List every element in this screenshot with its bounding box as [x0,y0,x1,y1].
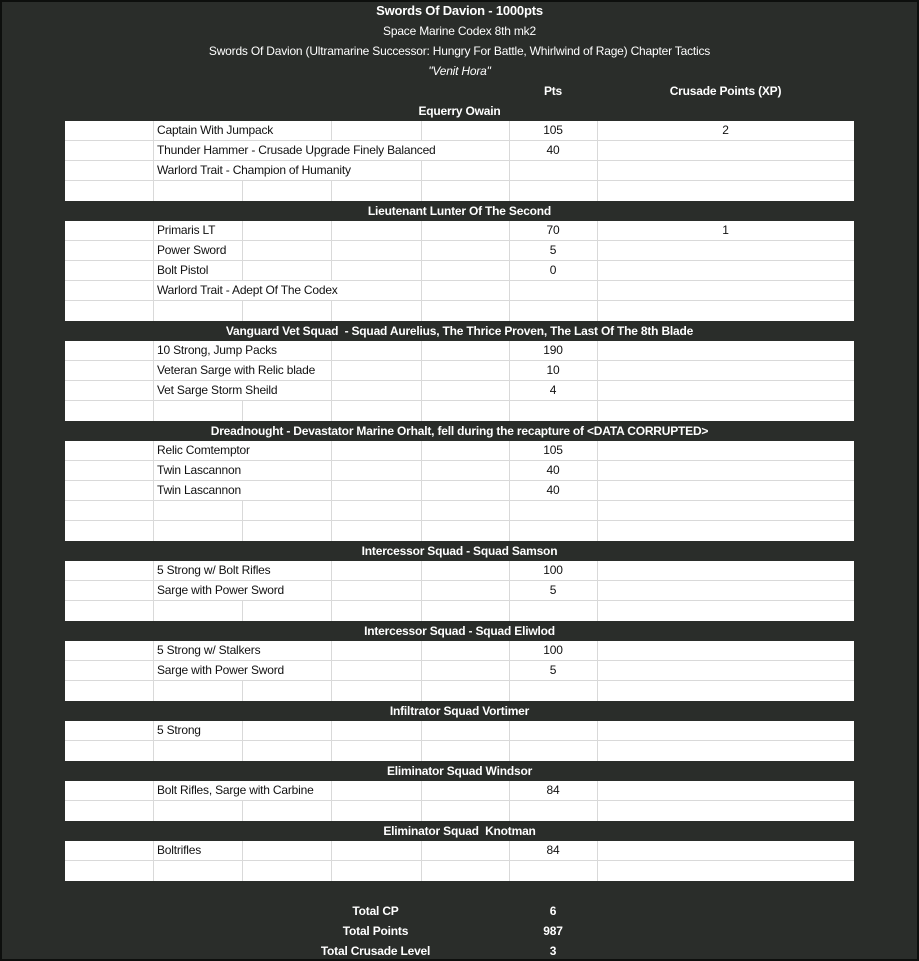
cell-gridline [509,361,510,380]
cell-gridline [153,161,154,180]
cell-gridline [242,601,243,621]
cell-gridline [242,841,243,860]
section-block [65,781,854,821]
total-points-label: Total Points [342,924,409,938]
item-label: 10 Strong, Jump Packs [157,343,277,357]
spacer-row [0,881,919,901]
cell-gridline [242,801,243,821]
sections-container [0,101,919,881]
item-label: Power Sword [157,243,227,257]
cell-gridline [421,581,422,600]
cell-gridline [331,561,332,580]
cell-gridline [421,501,422,520]
cell-gridline [421,121,422,140]
cell-gridline [153,781,154,800]
total-cp-label: Total CP [352,904,399,918]
cell-gridline [242,861,243,881]
cell-gridline [153,841,154,860]
section-block [65,641,854,701]
motto-line: "Venit Hora" [428,64,491,78]
item-pts: 5 [549,583,557,597]
army-section [0,421,919,541]
cell-gridline [597,861,598,881]
army-section [0,621,919,701]
item-label: Twin Lascannon [157,463,241,477]
cell-gridline [597,661,598,680]
cell-gridline [331,301,332,321]
item-pts: 105 [543,123,563,137]
cell-gridline [597,241,598,260]
item-label: Warlord Trait - Champion of Humanity [157,163,351,177]
section-block [65,221,854,321]
cell-gridline [421,381,422,400]
cell-gridline [242,521,243,541]
item-xp: 2 [722,123,729,137]
cell-gridline [509,641,510,660]
cell-gridline [331,261,332,280]
total-crusade-level-row [0,941,919,961]
cell-gridline [597,741,598,761]
army-section [0,761,919,821]
item-label: Primaris LT [157,223,216,237]
item-label: Bolt Pistol [157,263,209,277]
cell-gridline [597,301,598,321]
cell-gridline [421,601,422,621]
item-label: Boltrifles [157,843,202,857]
cell-gridline [597,601,598,621]
item-pts: 4 [549,383,557,397]
item-pts: 40 [546,143,560,157]
total-cp-value: 6 [549,904,557,918]
cell-gridline [509,741,510,761]
cell-gridline [242,721,243,740]
cell-gridline [421,721,422,740]
cell-gridline [331,241,332,260]
cell-gridline [153,481,154,500]
cell-gridline [597,341,598,360]
cell-gridline [597,361,598,380]
cell-gridline [331,501,332,520]
section-header: Intercessor Squad - Squad Samson [361,544,558,558]
cell-gridline [331,181,332,201]
cell-gridline [331,681,332,701]
table-row[interactable] [65,741,854,761]
cell-gridline [242,501,243,520]
table-row[interactable] [65,261,854,281]
cell-gridline [509,581,510,600]
cell-gridline [153,581,154,600]
cell-gridline [509,161,510,180]
table-row[interactable] [65,681,854,701]
cell-gridline [421,781,422,800]
table-row[interactable] [65,641,854,661]
cell-gridline [153,261,154,280]
chapter-tactics-line: Swords Of Davion (Ultramarine Successor: Hungry For Battle, Whirlwind of Rage) Chapter Tactics [208,44,711,58]
cell-gridline [331,641,332,660]
cell-gridline [597,401,598,421]
cell-gridline [153,661,154,680]
total-cp-row [0,901,919,921]
section-header: Eliminator Squad Knotman [383,824,536,838]
table-row[interactable] [65,801,854,821]
item-label: Veteran Sarge with Relic blade [157,363,316,377]
table-row[interactable] [65,841,854,861]
item-label: 5 Strong [157,723,201,737]
cell-gridline [421,241,422,260]
cell-gridline [597,161,598,180]
army-section [0,321,919,421]
cell-gridline [242,741,243,761]
cell-gridline [242,221,243,240]
cell-gridline [331,361,332,380]
army-section [0,541,919,621]
cell-gridline [153,681,154,701]
cell-gridline [421,841,422,860]
cell-gridline [421,661,422,680]
cell-gridline [597,281,598,300]
cell-gridline [597,121,598,140]
cell-gridline [331,721,332,740]
cell-gridline [509,521,510,541]
cell-gridline [153,301,154,321]
cell-gridline [597,641,598,660]
cell-gridline [153,521,154,541]
item-pts: 190 [543,343,563,357]
cell-gridline [509,221,510,240]
cell-gridline [242,401,243,421]
army-section [0,201,919,321]
table-row[interactable] [65,341,854,361]
item-pts: 40 [546,483,560,497]
cell-gridline [597,561,598,580]
item-label: Sarge with Power Sword [157,583,284,597]
item-pts: 84 [546,783,560,797]
cell-gridline [597,221,598,240]
cell-gridline [242,241,243,260]
item-pts: 0 [549,263,557,277]
section-header: Lieutenant Lunter Of The Second [367,204,552,218]
table-row[interactable] [65,281,854,301]
section-header: Infiltrator Squad Vortimer [389,704,530,718]
cell-gridline [153,741,154,761]
table-row[interactable] [65,401,854,421]
cell-gridline [509,141,510,160]
item-label: 5 Strong w/ Stalkers [157,643,261,657]
table-row[interactable] [65,721,854,741]
cell-gridline [509,501,510,520]
cell-gridline [509,721,510,740]
table-row[interactable] [65,501,854,521]
cell-gridline [509,121,510,140]
cell-gridline [421,741,422,761]
cell-gridline [331,661,332,680]
cell-gridline [421,561,422,580]
cell-gridline [153,381,154,400]
cell-gridline [153,121,154,140]
cell-gridline [153,281,154,300]
cell-gridline [597,461,598,480]
cell-gridline [331,521,332,541]
cell-gridline [153,561,154,580]
pts-column-header: Pts [543,84,563,98]
cell-gridline [331,781,332,800]
item-pts: 100 [543,643,563,657]
cell-gridline [331,841,332,860]
cell-gridline [597,781,598,800]
column-header-row [0,81,919,101]
cell-gridline [509,281,510,300]
table-row[interactable] [65,561,854,581]
cell-gridline [331,861,332,881]
cell-gridline [331,601,332,621]
section-block [65,441,854,541]
item-label: Thunder Hammer - Crusade Upgrade Finely Balanced [157,143,436,157]
table-row[interactable] [65,381,854,401]
item-label: Captain With Jumpack [157,123,274,137]
section-header: Dreadnought - Devastator Marine Orhalt, fell during the recapture of <DATA CORRUPTED> [210,424,709,438]
cell-gridline [331,741,332,761]
table-row[interactable] [65,601,854,621]
cell-gridline [509,401,510,421]
cell-gridline [597,181,598,201]
cell-gridline [153,801,154,821]
item-label: 5 Strong w/ Bolt Rifles [157,563,271,577]
cell-gridline [153,501,154,520]
cell-gridline [509,261,510,280]
cell-gridline [509,661,510,680]
item-label: Sarge with Power Sword [157,663,284,677]
cell-gridline [597,381,598,400]
section-block [65,561,854,621]
table-row[interactable] [65,661,854,681]
cell-gridline [421,441,422,460]
item-label: Twin Lascannon [157,483,241,497]
cell-gridline [421,181,422,201]
cell-gridline [509,601,510,621]
cell-gridline [597,141,598,160]
cell-gridline [597,721,598,740]
page-title: Swords Of Davion - 1000pts [376,3,543,18]
cell-gridline [597,501,598,520]
item-pts: 100 [543,563,563,577]
cell-gridline [509,241,510,260]
total-points-row [0,921,919,941]
codex-line: Space Marine Codex 8th mk2 [383,24,536,38]
cell-gridline [509,861,510,881]
cell-gridline [331,481,332,500]
cell-gridline [421,261,422,280]
xp-column-header: Crusade Points (XP) [669,84,782,98]
army-section [0,101,919,201]
cell-gridline [242,681,243,701]
total-points-value: 987 [543,924,563,938]
table-row[interactable] [65,141,854,161]
cell-gridline [153,441,154,460]
cell-gridline [153,461,154,480]
table-row[interactable] [65,221,854,241]
cell-gridline [331,801,332,821]
cell-gridline [331,461,332,480]
cell-gridline [153,361,154,380]
table-row[interactable] [65,521,854,541]
cell-gridline [421,481,422,500]
cell-gridline [597,481,598,500]
cell-gridline [597,681,598,701]
cell-gridline [421,521,422,541]
table-row[interactable] [65,781,854,801]
army-section [0,821,919,881]
item-pts: 5 [549,663,557,677]
item-pts: 10 [546,363,560,377]
item-pts: 70 [546,223,560,237]
cell-gridline [597,801,598,821]
table-row[interactable] [65,861,854,881]
cell-gridline [331,441,332,460]
item-label: Warlord Trait - Adept Of The Codex [157,283,338,297]
cell-gridline [421,341,422,360]
cell-gridline [153,341,154,360]
table-row[interactable] [65,181,854,201]
item-pts: 5 [549,243,557,257]
cell-gridline [153,601,154,621]
item-xp: 1 [722,223,729,237]
table-row[interactable] [65,361,854,381]
cell-gridline [153,401,154,421]
total-crusade-level-label: Total Crusade Level [320,944,431,958]
cell-gridline [421,401,422,421]
table-row[interactable] [65,461,854,481]
cell-gridline [597,261,598,280]
cell-gridline [331,401,332,421]
total-crusade-level-value: 3 [549,944,557,958]
cell-gridline [153,861,154,881]
item-label: Bolt Rifles, Sarge with Carbine [157,783,314,797]
cell-gridline [242,181,243,201]
table-row[interactable] [65,121,854,141]
table-row[interactable] [65,481,854,501]
cell-gridline [421,641,422,660]
cell-gridline [153,141,154,160]
cell-gridline [509,461,510,480]
item-pts: 40 [546,463,560,477]
cell-gridline [597,581,598,600]
section-block [65,341,854,421]
cell-gridline [509,441,510,460]
section-block [65,841,854,881]
item-pts: 105 [543,443,563,457]
cell-gridline [421,801,422,821]
table-row[interactable] [65,581,854,601]
cell-gridline [509,381,510,400]
cell-gridline [331,221,332,240]
cell-gridline [421,861,422,881]
cell-gridline [153,221,154,240]
cell-gridline [509,301,510,321]
table-row[interactable] [65,441,854,461]
table-row[interactable] [65,301,854,321]
cell-gridline [153,641,154,660]
cell-gridline [242,301,243,321]
section-block [65,721,854,761]
cell-gridline [509,801,510,821]
cell-gridline [331,341,332,360]
cell-gridline [331,121,332,140]
section-header: Intercessor Squad - Squad Eliwlod [364,624,555,638]
item-label: Vet Sarge Storm Sheild [157,383,278,397]
cell-gridline [509,181,510,201]
cell-gridline [509,341,510,360]
cell-gridline [421,161,422,180]
cell-gridline [421,221,422,240]
section-header: Equerry Owain [418,104,501,118]
section-header: Eliminator Squad Windsor [386,764,533,778]
cell-gridline [242,261,243,280]
cell-gridline [153,181,154,201]
item-label: Relic Comtemptor [157,443,250,457]
table-row[interactable] [65,161,854,181]
cell-gridline [331,581,332,600]
cell-gridline [509,481,510,500]
cell-gridline [421,461,422,480]
table-row[interactable] [65,241,854,261]
cell-gridline [509,841,510,860]
cell-gridline [153,721,154,740]
cell-gridline [597,441,598,460]
cell-gridline [331,381,332,400]
section-block [65,121,854,201]
cell-gridline [421,361,422,380]
cell-gridline [509,561,510,580]
section-header: Vanguard Vet Squad - Squad Aurelius, The Thrice Proven, The Last Of The 8th Blade [225,324,694,338]
army-section [0,701,919,761]
cell-gridline [509,681,510,701]
cell-gridline [421,281,422,300]
cell-gridline [509,781,510,800]
cell-gridline [597,841,598,860]
cell-gridline [597,521,598,541]
cell-gridline [153,241,154,260]
item-pts: 84 [546,843,560,857]
cell-gridline [421,681,422,701]
cell-gridline [421,301,422,321]
